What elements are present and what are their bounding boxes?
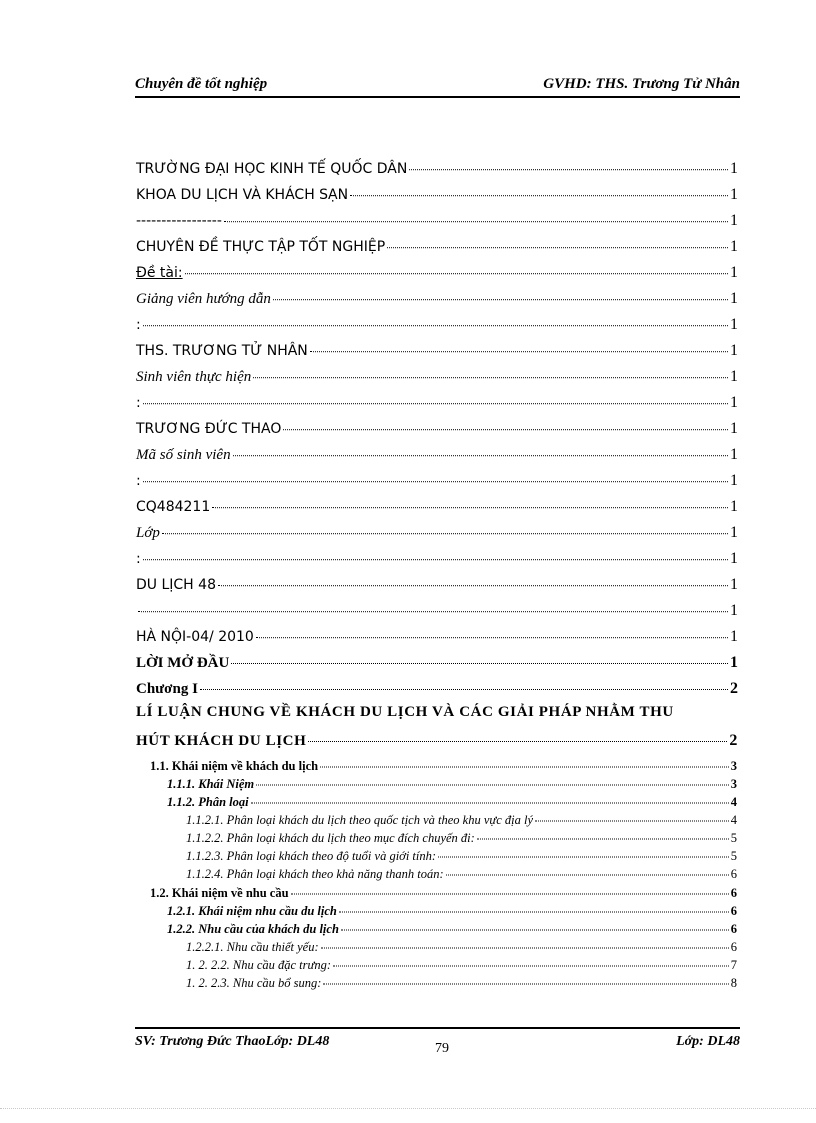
page-footer [135, 1027, 740, 1059]
toc-entry[interactable]: 1.1.2. Phân loại 4 [167, 795, 737, 810]
page-number: 79 [435, 1041, 449, 1056]
toc-entry[interactable]: Mã số sinh viên 1 [136, 446, 738, 463]
toc-entry[interactable]: 1 [136, 602, 738, 620]
toc-entry[interactable]: : 1 [136, 550, 738, 567]
header-title: Chuyên đề tốt nghiệp [135, 76, 268, 92]
toc-entry[interactable]: Chương I 2 [136, 680, 738, 698]
toc-entry[interactable]: THS. TRƯƠNG TỬ NHÂN 1 [136, 342, 738, 359]
page-edge-divider [0, 1108, 816, 1109]
header-advisor: GVHD: THS. Trương Tử Nhân [543, 76, 740, 92]
toc-entry[interactable]: DU LỊCH 48 1 [136, 576, 738, 593]
toc-entry[interactable]: 1.2.2. Nhu cầu của khách du lịch 6 [167, 922, 737, 937]
toc-entry[interactable]: 1.1.1. Khái Niệm 3 [167, 777, 737, 792]
toc-entry[interactable]: : 1 [136, 316, 738, 333]
toc-entry[interactable]: KHOA DU LỊCH VÀ KHÁCH SẠN 1 [136, 186, 738, 203]
toc-entry[interactable]: Lớp 1 [136, 524, 738, 541]
toc-entry[interactable]: HÚT KHÁCH DU LỊCH 2 [136, 732, 738, 750]
toc-entry[interactable]: Sinh viên thực hiện 1 [136, 368, 738, 385]
toc-entry[interactable]: 1. 2. 2.2. Nhu cầu đặc trưng: 7 [186, 958, 737, 973]
toc-entry[interactable]: ----------------- 1 [136, 212, 738, 229]
footer-class: Lớp: DL48 [676, 1034, 740, 1049]
toc-entry[interactable]: CQ484211 1 [136, 498, 738, 515]
toc-entry[interactable]: 1.1.2.4. Phân loại khách theo khả năng thanh toán: 6 [186, 867, 737, 882]
toc-entry[interactable]: 1.1.2.2. Phân loại khách du lịch theo mục đích chuyến đi: 5 [186, 831, 737, 846]
footer-student: SV: Trương Đức ThaoLớp: DL48 [135, 1034, 330, 1049]
toc-entry[interactable]: LÍ LUẬN CHUNG VỀ KHÁCH DU LỊCH VÀ CÁC GIẢI PHÁP NHẰM THU [136, 704, 674, 720]
toc-entry[interactable]: TRƯỜNG ĐẠI HỌC KINH TẾ QUỐC DÂN 1 [136, 160, 738, 177]
toc-entry[interactable]: 1.1. Khái niệm về khách du lịch 3 [150, 759, 737, 774]
toc-entry[interactable]: 1.2. Khái niệm về nhu cầu 6 [150, 886, 737, 901]
toc-entry[interactable]: 1. 2. 2.3. Nhu cầu bổ sung: 8 [186, 976, 737, 991]
toc-entry[interactable]: Đề tài: 1 [136, 264, 738, 281]
toc-entry[interactable]: TRƯƠNG ĐỨC THAO 1 [136, 420, 738, 437]
toc-entry[interactable]: 1.1.2.3. Phân loại khách theo độ tuổi và giới tính: 5 [186, 849, 737, 864]
toc-entry[interactable]: 1.1.2.1. Phân loại khách du lịch theo quốc tịch và theo khu vực địa lý 4 [186, 813, 737, 828]
toc-entry[interactable]: 1.2.1. Khái niệm nhu cầu du lịch 6 [167, 904, 737, 919]
toc-entry[interactable]: 1.2.2.1. Nhu cầu thiết yếu: 6 [186, 940, 737, 955]
toc-entry[interactable]: HÀ NỘI-04/ 2010 1 [136, 628, 738, 645]
toc-entry[interactable]: CHUYÊN ĐỀ THỰC TẬP TỐT NGHIỆP 1 [136, 238, 738, 255]
toc-entry[interactable]: Giảng viên hướng dẫn 1 [136, 290, 738, 307]
page-header [135, 76, 740, 98]
toc-entry[interactable]: : 1 [136, 394, 738, 411]
toc-entry[interactable]: LỜI MỞ ĐẦU 1 [136, 654, 738, 672]
toc-entry[interactable]: : 1 [136, 472, 738, 489]
